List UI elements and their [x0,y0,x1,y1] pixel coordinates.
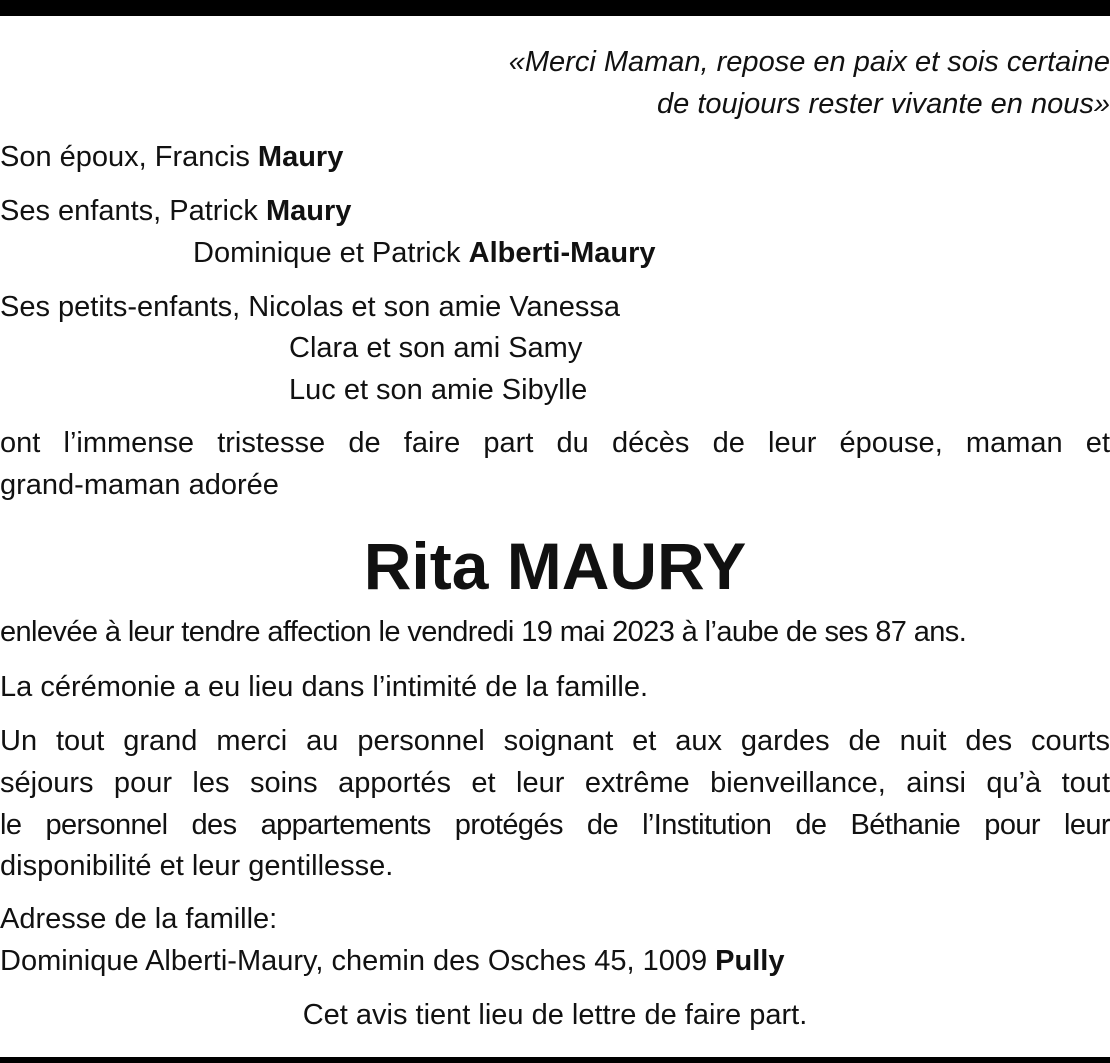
top-rule [0,0,1110,16]
deceased-name: Rita MAURY [363,529,747,603]
children-surname-1: Maury [265,195,352,227]
bottom-rule [0,1057,1110,1063]
address-label: Adresse de la famille: [0,903,278,935]
spouse-line [0,140,343,174]
announcement-line-1: ont l’immense tristesse de faire part du décès de leur épouse, maman et [0,427,1110,459]
address-line [0,944,784,978]
ceremony-text: La cérémonie a eu lieu dans l’intimité de la famille. [0,671,649,703]
thanks-line-1: Un tout grand merci au personnel soignant et aux gardes de nuit des courts [0,725,1110,757]
spouse-surname: Maury [257,141,344,173]
spouse-prefix: Son époux, Francis [0,141,258,173]
children-line-2 [193,236,656,270]
children-prefix-2: Dominique et Patrick [193,237,469,269]
children-prefix-1: Ses enfants, Patrick [0,195,266,227]
death-notice: enlevée à leur tendre affection le vendredi 19 mai 2023 à l’aube de ses 87 ans. [0,616,967,648]
closing-text: Cet avis tient lieu de lettre de faire part. [302,999,808,1031]
grandchildren-line-3: Luc et son amie Sibylle [289,374,588,406]
address-city: Pully [715,945,785,977]
quote-line-2: de toujours rester vivante en nous» [657,88,1110,120]
address-prefix: Dominique Alberti-Maury, chemin des Osches 45, 1009 [0,945,716,977]
children-surname-2: Alberti-Maury [468,237,656,269]
children-line-1 [0,194,351,228]
announcement-line-2: grand-maman adorée [0,469,279,501]
quote-line-1: «Merci Maman, repose en paix et sois certaine [508,46,1110,78]
grandchildren-line-1: Ses petits-enfants, Nicolas et son amie Vanessa [0,291,621,323]
thanks-line-2: séjours pour les soins apportés et leur extrême bienveillance, ainsi qu’à tout [0,767,1110,799]
thanks-line-3: le personnel des appartements protégés de l’Institution de Béthanie pour leur [0,809,1110,841]
grandchildren-line-2: Clara et son ami Samy [289,332,583,364]
thanks-line-4: disponibilité et leur gentillesse. [0,850,394,882]
